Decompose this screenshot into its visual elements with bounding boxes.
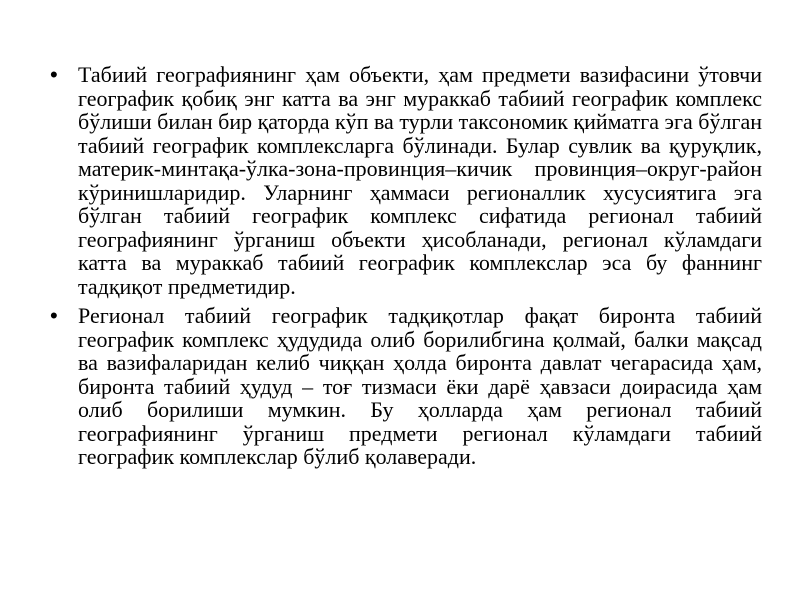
bullet-marker: • [50,62,58,87]
bullet-text: Регионал табиий географик тадқиқотлар фақат биронта табиий географик комплекс ҳудудида олиб борилибгина қолмай, балки мақсад ва вазифаларидан келиб чиққан ҳолда биронта давлат чегарасида ҳам, биронта табиий ҳудуд – тоғ тизмаси ёки дарё ҳавзаси доирасида ҳам олиб борилиши мумкин. Бу ҳолларда ҳам регионал табиий географиянинг ўрганиш предмети регионал кўламдаги табиий географик комплекслар бўлиб қолаверади. [78,303,762,469]
bullet-item [50,63,762,298]
bullet-item [50,304,762,469]
bullet-text: Табиий географиянинг ҳам объекти, ҳам предмети вазифасини ўтовчи географик қобиқ энг катта ва энг мураккаб табиий географик комплекс бўлиши билан бир қаторда кўп ва турли таксономик қийматга эга бўлган табиий географик комплексларга бўлинади. Булар сувлик ва қуруқлик, материк-минтақа-ўлка-зона-провинция–кичик провинция–округ-район кўринишларидир. Уларнинг ҳаммаси регионаллик хусусиятига эга бўлган табиий географик комплекс сифатида регионал табиий географиянинг ўрганиш объекти ҳисобланади, регионал кўламдаги катта ва мураккаб табиий географик комплекслар эса бу фаннинг тадқиқот предметидир. [78,62,762,299]
bullet-list [50,63,762,475]
bullet-marker: • [50,303,58,328]
